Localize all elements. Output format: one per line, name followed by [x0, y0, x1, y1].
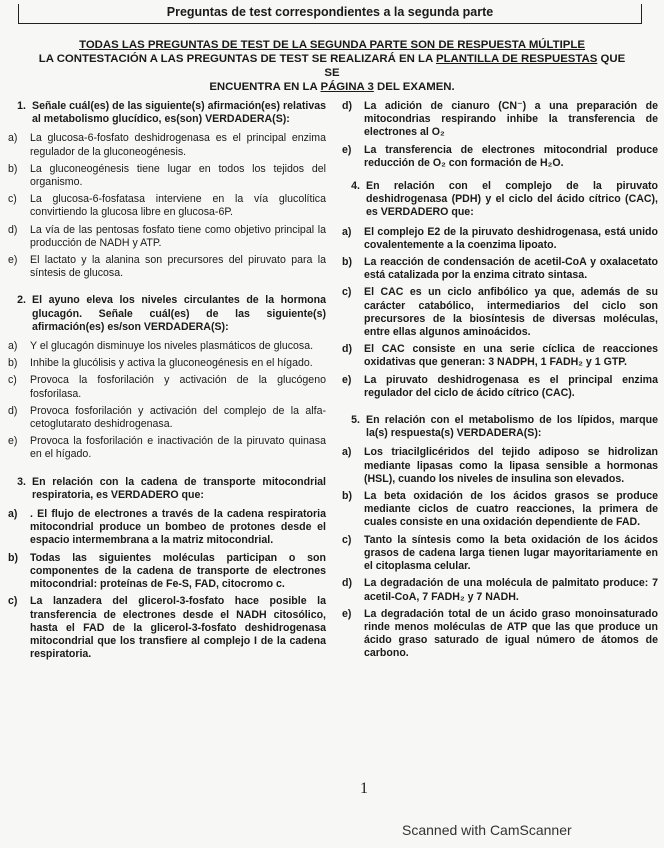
option — [340, 577, 658, 603]
option — [6, 552, 326, 592]
question-number: 1. — [17, 100, 26, 112]
question-number: 3. — [17, 475, 26, 488]
option — [340, 490, 658, 530]
question-header — [340, 414, 658, 440]
option — [340, 374, 658, 400]
question-header — [6, 100, 326, 126]
option — [340, 286, 658, 339]
option-label: a) — [8, 340, 18, 353]
instructions — [30, 38, 634, 94]
option — [340, 226, 658, 252]
question-text: En relación con la cadena de transporte mitocondrial respiratoria, es VERDADERO que: — [32, 475, 326, 501]
option — [340, 256, 658, 282]
option — [340, 446, 658, 486]
option — [6, 193, 326, 219]
option — [340, 343, 658, 369]
option-label: e) — [342, 607, 352, 620]
option-label: c) — [342, 533, 352, 546]
option-label: c) — [8, 193, 17, 206]
option — [6, 508, 326, 548]
option-label: d) — [342, 343, 352, 356]
option-text: Y el glucagón disminuye los niveles plasmáticos de glucosa. — [30, 340, 314, 353]
question-text: En relación con el complejo de la piruvato deshidrogenasa (PDH) y el ciclo del ácido cítrico (CAC), es VERDADERO que: — [366, 180, 658, 219]
option-text: La degradación de una molécula de palmitato produce: 7 acetil-CoA, 7 FADH₂ y 7 NADH. — [364, 577, 658, 603]
question-3-continued — [340, 100, 658, 170]
option-label: e) — [8, 254, 18, 267]
question-number: 4. — [351, 180, 360, 193]
option-label: e) — [342, 373, 352, 386]
option — [6, 132, 326, 158]
page-number: 1 — [360, 780, 368, 797]
question-3 — [6, 476, 326, 662]
option — [6, 163, 326, 189]
left-column — [6, 100, 326, 671]
option-text: La piruvato deshidrogenasa es el principal enzima regulador del ciclo de ácido cítrico (CAC). — [364, 373, 658, 399]
option-label: c) — [8, 374, 17, 387]
instr-text: ENCUENTRA EN LA — [209, 81, 321, 93]
option-text: El complejo E2 de la piruvato deshidrogenasa, está unido covalentemente a la coenzima lipoato. — [364, 225, 658, 251]
option-text: La reacción de condensación de acetil-CoA y oxalacetato está catalizada por la enzima citrato sintasa. — [364, 256, 658, 282]
instructions-line-3 — [30, 80, 634, 94]
option-text: La beta oxidación de los ácidos grasos se produce mediante ciclos de cuatro reacciones, la primera de cuales consiste en una oxidación dependiente de FAD. — [364, 490, 658, 529]
question-number: 5. — [351, 414, 360, 427]
option-text: Inhibe la glucólisis y activa la gluconeogénesis en el hígado. — [30, 357, 313, 370]
instr-underlined: PLANTILLA DE RESPUESTAS — [435, 53, 598, 65]
instr-text: LA CONTESTACIÓN A LAS PREGUNTAS DE TEST SE REALIZARÁ EN LA — [38, 53, 436, 65]
question-4 — [340, 180, 658, 400]
option-text: La degradación total de un ácido graso monoinsaturado rinde menos moléculas de ATP que las que produce un ácido graso saturado de igual número de átomos de carbono. — [364, 607, 658, 660]
option-label: a) — [342, 446, 352, 459]
question-text: Señale cuál(es) de las siguiente(s) afirmación(es) relativas al metabolismo glucídico, es(son) VERDADERA(S): — [32, 100, 326, 126]
option-label: d) — [8, 404, 18, 417]
option-text: El CAC es un ciclo anfibólico ya que, además de su carácter catabólico, intermediarios del ciclo son precursores de la biosíntesis de diversas moléculas, entre ellas algunos aminoácidos. — [364, 286, 658, 339]
question-number: 2. — [17, 294, 26, 307]
option-label: b) — [342, 490, 352, 503]
option — [6, 435, 326, 461]
option-text: La glucosa-6-fosfatasa interviene en la vía glucolítica convirtiendo la glucosa libre en glucosa-6P. — [30, 193, 326, 219]
option — [340, 534, 658, 574]
option-text: Tanto la síntesis como la beta oxidación de los ácidos grasos de cadena larga tienen lugar mayoritariamente en el citoplasma celular. — [364, 533, 658, 573]
right-column — [340, 100, 658, 671]
question-2 — [6, 294, 326, 461]
question-header — [6, 476, 326, 502]
header-title: Preguntas de test correspondientes a la segunda parte — [166, 5, 494, 19]
option-label: b) — [8, 162, 18, 175]
option-text: La glucosa-6-fosfato deshidrogenasa es el principal enzima regulador de la gluconeogénesis. — [30, 132, 326, 158]
option — [340, 608, 658, 661]
option-text: La gluconeogénesis tiene lugar en todos los tejidos del organismo. — [30, 162, 326, 189]
option-label: a) — [342, 225, 352, 238]
option-text: Todas las siguientes moléculas participan o son componentes de la cadena de transporte de electrones mitocondrial: proteínas de Fe-S, FAD, citocromo c. — [30, 551, 326, 591]
option-label: d) — [342, 100, 352, 112]
option-label: b) — [8, 357, 18, 370]
option-label: a) — [8, 508, 18, 521]
option — [6, 357, 326, 370]
instr-text: QUE SE — [324, 53, 626, 79]
question-5 — [340, 414, 658, 660]
instructions-line-1: TODAS LAS PREGUNTAS DE TEST DE LA SEGUNDA PARTE SON DE RESPUESTA MÚLTIPLE — [79, 39, 585, 51]
option-text: El lactato y la alanina son precursores del piruvato para la síntesis de glucosa. — [30, 254, 326, 280]
option-text: La vía de las pentosas fosfato tiene como objetivo principal la producción de NADH y ATP. — [30, 223, 326, 249]
option — [6, 224, 326, 250]
option-text: Provoca fosforilación y activación del complejo de la alfa-cetoglutarato deshidrogenasa. — [30, 404, 326, 431]
question-text: En relación con el metabolismo de los lípidos, marque la(s) respuesta(s) VERDADERA(S): — [366, 414, 658, 440]
option — [340, 144, 658, 170]
option-label: e) — [8, 435, 18, 448]
option-text: El CAC consiste en una serie cíclica de reacciones oxidativas que generan: 3 NADPH, 1 FADH₂ y 1 GTP. — [364, 343, 658, 369]
option-label: d) — [342, 577, 352, 590]
option-label: e) — [342, 143, 352, 156]
option-label: b) — [342, 256, 352, 269]
instr-underlined: PÁGINA 3 — [320, 81, 374, 93]
instr-text: DEL EXAMEN. — [373, 81, 455, 93]
option-label: c) — [8, 595, 18, 608]
option-label: c) — [342, 286, 352, 299]
option-text: La transferencia de electrones mitocondrial produce reducción de O₂ con formación de H₂O. — [364, 143, 658, 169]
option — [6, 595, 326, 661]
option-label: d) — [8, 223, 18, 236]
option-label: a) — [8, 132, 18, 145]
question-text: El ayuno eleva los niveles circulantes de la hormona glucagón. Señale cuál(es) de las siguiente(s) afirmación(es) es/son VERDADERA(S): — [32, 294, 326, 333]
option — [6, 254, 326, 280]
option — [6, 340, 326, 353]
option — [6, 405, 326, 431]
scanner-watermark: Scanned with CamScanner — [402, 822, 572, 838]
instructions-line-2 — [30, 52, 634, 80]
option — [340, 100, 658, 140]
question-header — [340, 180, 658, 220]
option-text: . El flujo de electrones a través de la cadena respiratoria mitocondrial produce un bombeo de protones desde el espacio intermembrana a la matriz mitocondrial. — [30, 508, 326, 547]
option-label: b) — [8, 551, 18, 564]
option-text: Provoca la fosforilación y activación de la glucógeno fosforilasa. — [30, 374, 326, 400]
option-text: Los triacilglicéridos del tejido adiposo se hidrolizan mediante lipasas como la lipasa sensible a hormonas (HSL), cuando los niveles de insulina son elevados. — [364, 446, 658, 485]
question-header — [6, 294, 326, 334]
option-text: Provoca la fosforilación e inactivación de la piruvato quinasa en el hígado. — [30, 435, 326, 461]
header-box — [18, 4, 642, 24]
question-1 — [6, 100, 326, 280]
option-text: La adición de cianuro (CN⁻) a una preparación de mitocondrias respirando inhibe la transferencia de electrones al O₂ — [364, 100, 658, 139]
option-text: La lanzadera del glicerol-3-fosfato hace posible la transferencia de electrones desde el NADH citosólico, hasta el FAD de la glicerol-3-fosfato deshidrogenasa mitocondrial que los transfiere al complejo I de la cadena respiratoria. — [30, 595, 326, 661]
option — [6, 374, 326, 400]
